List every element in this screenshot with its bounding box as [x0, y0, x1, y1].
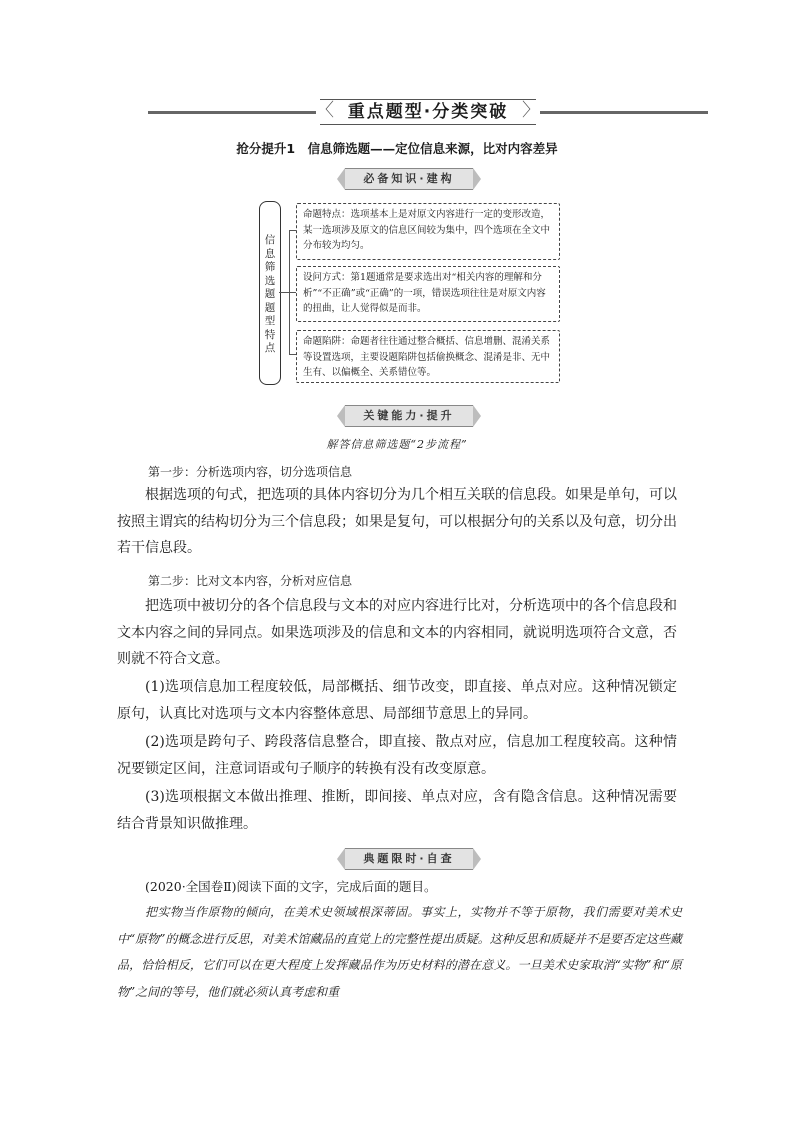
strategy-title: 解答信息筛选题“2步流程” [326, 438, 468, 451]
page-subtitle: 抢分提升1 信息筛选题——定位信息来源，比对内容差异 [236, 141, 558, 156]
banner-practice: 典题限时·自查 [345, 848, 473, 870]
heading-rule-left [148, 111, 316, 114]
diagram-box-question: 设问方式：第1题通常是要求选出对“相关内容的理解和分析”“不正确”或“正确”的一项，错误选项往往是对原文内容的扭曲，让人觉得似是而非。 [296, 266, 560, 322]
diagram-box-feature: 命题特点：选项基本上是对原文内容进行一定的变形改造，某一选项涉及原文的信息区间较为集中，四个选项在全文中分布较为均匀。 [296, 203, 560, 260]
step2-point-1: (1)选项信息加工程度较低，局部概括、细节改变，即直接、单点对应。这种情况锁定原句，认真比对选项与文本内容整体意思、局部细节意思上的异同。 [117, 679, 677, 722]
chevron-left-icon: 〈 [316, 100, 334, 121]
banner-ability: 关键能力·提升 [345, 405, 473, 427]
step2-body: 把选项中被切分的各个信息段与文本的对应内容进行比对，分析选项中的各个信息段和文本内容之间的异同点。如果选项涉及的信息和文本的内容相同，就说明选项符合文意，否则就不符合文意。 [117, 598, 677, 667]
step1-body: 根据选项的句式，把选项的具体内容切分为几个相互关联的信息段。如果是单句，可以按照主谓宾的结构切分为三个信息段；如果是复句，可以根据分句的关系以及句意，切分出若干信息段。 [117, 487, 677, 556]
practice-passage: 把实物当作原物的倾向，在美术史领域根深蒂固。事实上，实物并不等于原物，我们需要对美术史中“原物”的概念进行反思，对美术馆藏品的直觉上的完整性提出质疑。这种反思和质疑并不是要否定这些藏品，恰恰相反，它们可以在更大程度上发挥藏品作为历史材料的潜在意义。一旦美术史家取消“实物”和“原物”之间的等号，他们就必须认真考虑和重 [117, 905, 682, 999]
diagram-center-label-box [259, 201, 281, 385]
diagram-center-label: 信息筛选题题型特点 [264, 234, 276, 354]
practice-source: (2020·全国卷Ⅱ)阅读下面的文字，完成后面的题目。 [145, 879, 437, 894]
connector-branch-3 [289, 354, 296, 355]
connector-main [279, 292, 289, 293]
diagram-box-trap: 命题陷阱：命题者往往通过整合概括、信息增删、混淆关系等设置选项，主要设题陷阱包括偷换概念、混淆是非、无中生有、以偏概全、关系错位等。 [296, 330, 560, 383]
connector-branch-1 [289, 230, 296, 231]
step2-point-2: (2)选项是跨句子、跨段落信息整合，即直接、散点对应，信息加工程度较高。这种情况要锁定区间，注意词语或句子顺序的转换有没有改变原意。 [117, 734, 677, 777]
section-title: 重点题型·分类突破 [320, 99, 536, 125]
step1-heading: 第一步：分析选项内容，切分选项信息 [148, 465, 353, 479]
step2-point-3: (3)选项根据文本做出推理、推断，即间接、单点对应，含有隐含信息。这种情况需要结合背景知识做推理。 [117, 789, 677, 832]
step2-heading: 第二步：比对文本内容，分析对应信息 [148, 574, 353, 588]
heading-rule-right [540, 111, 708, 114]
connector-branch-2 [289, 292, 296, 293]
section-heading [148, 99, 708, 125]
banner-knowledge: 必备知识·建构 [345, 168, 473, 190]
chevron-right-icon: 〉 [522, 100, 540, 121]
